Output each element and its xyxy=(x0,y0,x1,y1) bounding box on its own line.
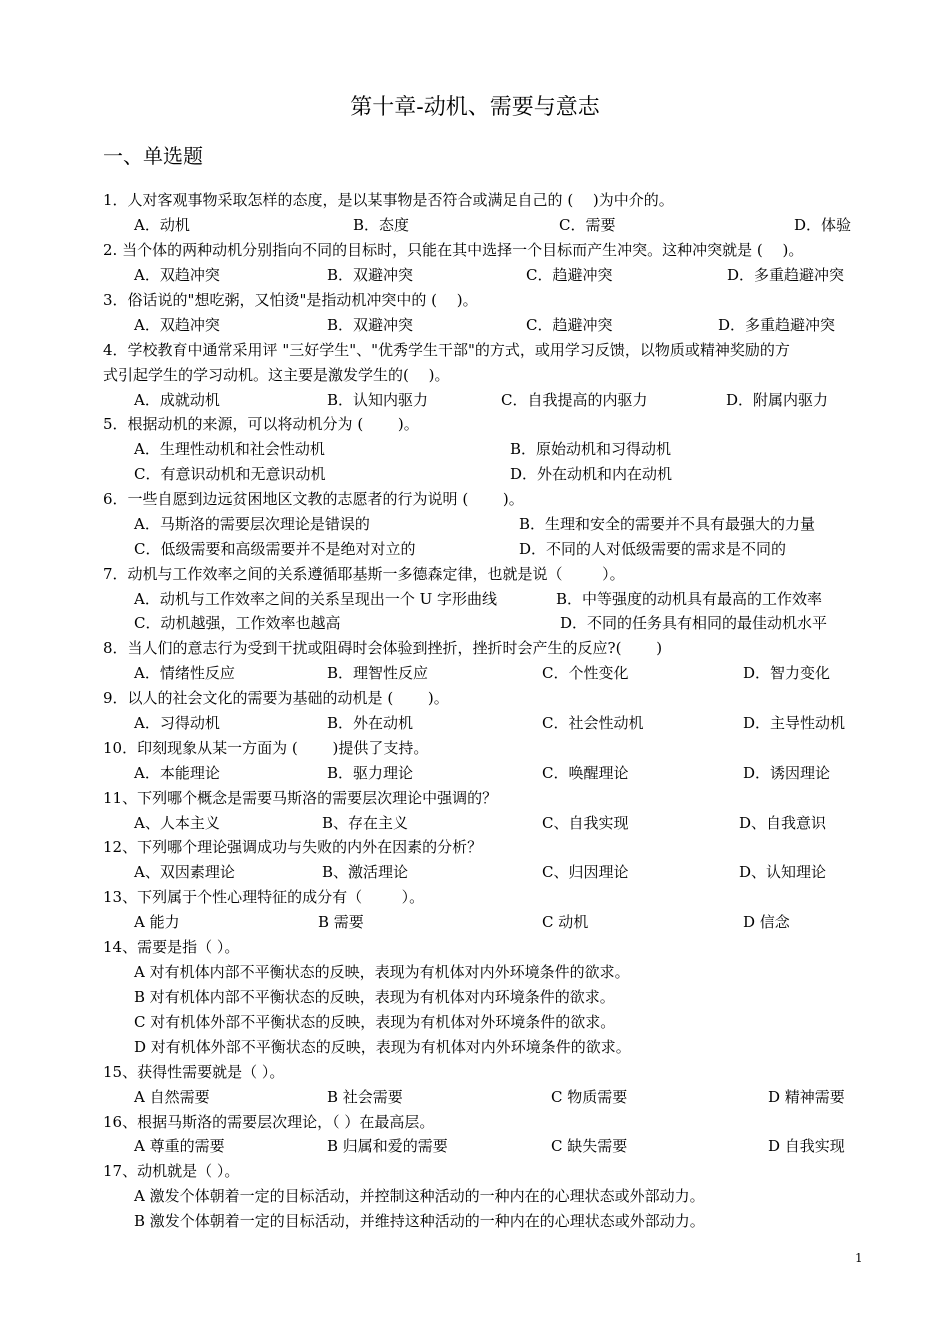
answer-option: C．需要 xyxy=(559,216,616,234)
answer-option: B．认知内驱力 xyxy=(327,391,429,409)
answer-option: B 需要 xyxy=(318,913,364,931)
answer-option: A、人本主义 xyxy=(134,814,220,832)
answer-option: B、存在主义 xyxy=(322,814,409,832)
answer-option: D．诱因理论 xyxy=(743,764,831,782)
answer-option: B 对有机体内部不平衡状态的反映，表现为有机体对内环境条件的欲求。 xyxy=(134,988,615,1006)
answer-option: D．外在动机和内在动机 xyxy=(510,465,673,483)
page-title: 第十章-动机、需要与意志 xyxy=(350,95,600,120)
answer-option: C．趋避冲突 xyxy=(526,266,613,284)
question-text: 式引起学生的学习动机。这主要是激发学生的( )。 xyxy=(103,366,450,384)
answer-option: A．马斯洛的需要层次理论是错误的 xyxy=(134,515,370,533)
question-text: 9．以人的社会文化的需要为基础的动机是 ( )。 xyxy=(103,689,449,707)
answer-option: C 物质需要 xyxy=(551,1088,628,1106)
answer-option: A．生理性动机和社会性动机 xyxy=(134,440,325,458)
answer-option: B 激发个体朝着一定的目标活动，并维持这种活动的一种内在的心理状态或外部动力。 xyxy=(134,1212,705,1230)
answer-option: A．动机 xyxy=(134,216,190,234)
question-text: 8．当人们的意志行为受到干扰或阻碍时会体验到挫折，挫折时会产生的反应?( ) xyxy=(103,639,663,657)
question-text: 4．学校教育中通常采用评 "三好学生"、"优秀学生干部"的方式，或用学习反馈，以物质或精神奖励的方 xyxy=(103,341,790,359)
question-text: 1．人对客观事物采取怎样的态度，是以某事物是否符合或满足自己的 ( )为中介的。 xyxy=(103,191,674,209)
answer-option: C．唤醒理论 xyxy=(542,764,629,782)
answer-option: D 信念 xyxy=(743,913,790,931)
answer-option: D．主导性动机 xyxy=(743,714,846,732)
page-number: 1 xyxy=(855,1251,863,1265)
section-heading: 一、单选题 xyxy=(103,144,203,168)
answer-option: C．个性变化 xyxy=(542,664,629,682)
answer-option: B．双避冲突 xyxy=(327,316,414,334)
answer-option: C、自我实现 xyxy=(542,814,629,832)
question-text: 7．动机与工作效率之间的关系遵循耶基斯一多德森定律，也就是说（ ）。 xyxy=(103,565,625,583)
answer-option: B、激活理论 xyxy=(322,863,409,881)
answer-option: A 自然需要 xyxy=(134,1088,210,1106)
question-text: 16、根据马斯洛的需要层次理论，（ ）在最高层。 xyxy=(103,1113,435,1131)
answer-option: B．态度 xyxy=(353,216,410,234)
answer-option: B 归属和爱的需要 xyxy=(327,1137,448,1155)
answer-option: A 能力 xyxy=(134,913,180,931)
answer-option: D 对有机体外部不平衡状态的反映，表现为有机体对内外环境条件的欲求。 xyxy=(134,1038,631,1056)
question-text: 10．印刻现象从某一方面为 ( )提供了支持。 xyxy=(103,739,429,757)
answer-option: D、认知理论 xyxy=(739,863,827,881)
answer-option: A．动机与工作效率之间的关系呈现出一个 U 字形曲线 xyxy=(134,590,498,608)
answer-option: B．理智性反应 xyxy=(327,664,429,682)
answer-option: D．附属内驱力 xyxy=(726,391,829,409)
question-text: 15、获得性需要就是（ ）。 xyxy=(103,1063,285,1081)
question-text: 3．俗话说的"想吃粥，又怕烫"是指动机冲突中的 ( )。 xyxy=(103,291,478,309)
answer-option: B．双避冲突 xyxy=(327,266,414,284)
answer-option: B．中等强度的动机具有最高的工作效率 xyxy=(556,590,823,608)
answer-option: D．多重趋避冲突 xyxy=(718,316,836,334)
answer-option: A 对有机体内部不平衡状态的反映，表现为有机体对内外环境条件的欲求。 xyxy=(134,963,630,981)
question-text: 2. 当个体的两种动机分别指向不同的目标时，只能在其中选择一个目标而产生冲突。这种冲突就是 ( )。 xyxy=(103,241,804,259)
answer-option: B．生理和安全的需要并不具有最强大的力量 xyxy=(519,515,816,533)
answer-option: C 对有机体外部不平衡状态的反映，表现为有机体对外环境条件的欲求。 xyxy=(134,1013,616,1031)
answer-option: C．自我提高的内驱力 xyxy=(501,391,648,409)
answer-option: C 缺失需要 xyxy=(551,1137,628,1155)
answer-option: B．外在动机 xyxy=(327,714,414,732)
answer-option: A．本能理论 xyxy=(134,764,220,782)
answer-option: A 激发个体朝着一定的目标活动，并控制这种活动的一种内在的心理状态或外部动力。 xyxy=(134,1187,705,1205)
question-text: 17、动机就是（ ）。 xyxy=(103,1162,240,1180)
answer-option: D 精神需要 xyxy=(768,1088,845,1106)
answer-option: D、自我意识 xyxy=(739,814,827,832)
answer-option: C．低级需要和高级需要并不是绝对对立的 xyxy=(134,540,416,558)
answer-option: D．体验 xyxy=(794,216,852,234)
answer-option: A．双趋冲突 xyxy=(134,316,220,334)
answer-option: D 自我实现 xyxy=(768,1137,845,1155)
answer-option: C．动机越强，工作效率也越高 xyxy=(134,614,341,632)
answer-option: C．社会性动机 xyxy=(542,714,644,732)
question-text: 5．根据动机的来源，可以将动机分为 ( )。 xyxy=(103,415,419,433)
question-text: 13、下列属于个性心理特征的成分有（ ）。 xyxy=(103,888,425,906)
question-text: 12、下列哪个理论强调成功与失败的内外在因素的分析？ xyxy=(103,838,483,856)
question-text: 14、需要是指（ ）。 xyxy=(103,938,240,956)
answer-option: A、双因素理论 xyxy=(134,863,235,881)
question-text: 11、下列哪个概念是需要马斯洛的需要层次理论中强调的？ xyxy=(103,789,498,807)
answer-option: C．趋避冲突 xyxy=(526,316,613,334)
answer-option: D．多重趋避冲突 xyxy=(727,266,845,284)
answer-option: B．原始动机和习得动机 xyxy=(510,440,672,458)
answer-option: B 社会需要 xyxy=(327,1088,403,1106)
question-text: 6．一些自愿到边远贫困地区文教的志愿者的行为说明 ( )。 xyxy=(103,490,524,508)
answer-option: B．驱力理论 xyxy=(327,764,414,782)
answer-option: A．习得动机 xyxy=(134,714,220,732)
answer-option: A．情绪性反应 xyxy=(134,664,235,682)
answer-option: A 尊重的需要 xyxy=(134,1137,225,1155)
answer-option: D．智力变化 xyxy=(743,664,831,682)
answer-option: C．有意识动机和无意识动机 xyxy=(134,465,326,483)
answer-option: C、归因理论 xyxy=(542,863,629,881)
answer-option: A．双趋冲突 xyxy=(134,266,220,284)
answer-option: D．不同的人对低级需要的需求是不同的 xyxy=(519,540,787,558)
answer-option: C 动机 xyxy=(542,913,589,931)
answer-option: D．不同的任务具有相同的最佳动机水平 xyxy=(560,614,828,632)
answer-option: A．成就动机 xyxy=(134,391,220,409)
